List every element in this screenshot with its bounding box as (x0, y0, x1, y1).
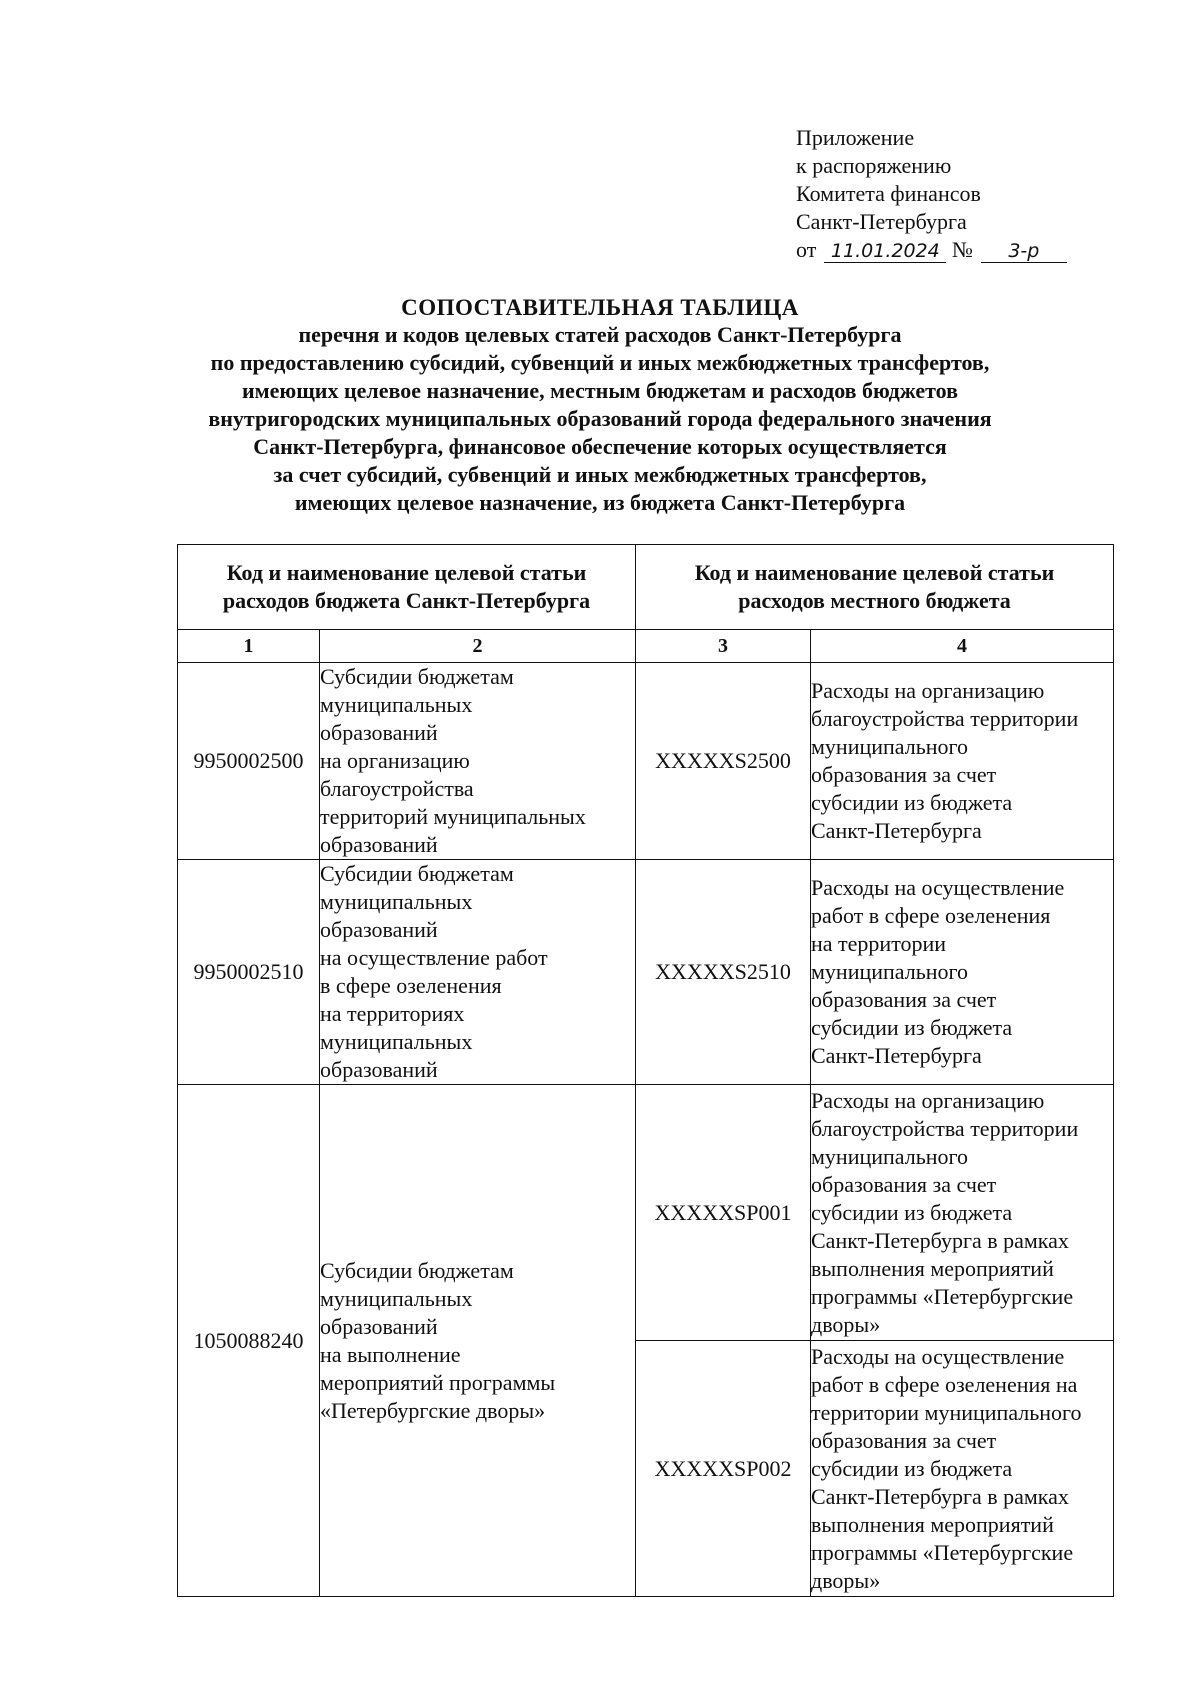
column-number-1: 1 (178, 630, 320, 663)
title-line-2: по предоставлению субсидий, субвенций и иных межбюджетных трансфертов, (210, 350, 990, 375)
name-local-cell: Расходы на организацию благоустройства территории муниципального образования за счет субсидии из бюджета Санкт-Петербурга (811, 663, 1114, 860)
appendix-line-4: Санкт-Петербурга (796, 209, 967, 234)
code-local-cell: XXXXXS2510 (636, 860, 811, 1085)
table-row (178, 663, 1114, 860)
table-row (178, 1085, 1114, 1341)
comparison-table (177, 544, 1114, 1597)
table-header-row (178, 545, 1114, 630)
table-row (178, 860, 1114, 1085)
code-local-cell: XXXXXS2500 (636, 663, 811, 860)
title-line-7: имеющих целевое назначение, из бюджета Санкт-Петербурга (294, 490, 906, 515)
code-local-cell: XXXXXSP001 (636, 1085, 811, 1341)
header-local-budget: Код и наименование целевой статьи расходов местного бюджета (636, 545, 1114, 630)
appendix-block (796, 124, 1067, 264)
title-line-4: внутригородских муниципальных образований города федерального значения (208, 406, 992, 431)
appendix-line-1: Приложение (796, 125, 915, 150)
handwritten-number: 3-р (981, 240, 1067, 263)
name-spb-cell: Субсидии бюджетам муниципальных образований на выполнение мероприятий программы «Петербургские дворы» (320, 1085, 636, 1597)
title-line-5: Санкт-Петербурга, финансовое обеспечение которых осуществляется (253, 434, 947, 459)
column-number-4: 4 (811, 630, 1114, 663)
code-spb-cell: 9950002510 (178, 860, 320, 1085)
name-local-cell: Расходы на осуществление работ в сфере озеленения на территории муниципального образования за счет субсидии из бюджета Санкт-Петербурга в рамках выполнения мероприятий программы «Петербургские дворы» (811, 1341, 1114, 1597)
name-local-cell: Расходы на организацию благоустройства территории муниципального образования за счет субсидии из бюджета Санкт-Петербурга в рамках выполнения мероприятий программы «Петербургские дворы» (811, 1085, 1114, 1341)
column-number-row (178, 630, 1114, 663)
name-spb-cell: Субсидии бюджетам муниципальных образований на организацию благоустройства территорий муниципальных образований (320, 663, 636, 860)
number-label: № (951, 237, 973, 262)
handwritten-date: 11.01.2024 (824, 240, 946, 263)
title-line-1: перечня и кодов целевых статей расходов Санкт-Петербурга (298, 322, 902, 347)
code-local-cell: XXXXXSP002 (636, 1341, 811, 1597)
name-local-cell: Расходы на осуществление работ в сфере озеленения на территории муниципального образования за счет субсидии из бюджета Санкт-Петербурга (811, 860, 1114, 1085)
code-spb-cell: 9950002500 (178, 663, 320, 860)
appendix-line-3: Комитета финансов (796, 181, 981, 206)
document-title (0, 295, 1200, 517)
name-spb-cell: Субсидии бюджетам муниципальных образований на осуществление работ в сфере озеленения на территориях муниципальных образований (320, 860, 636, 1085)
title-line-6: за счет субсидий, субвенций и иных межбюджетных трансфертов, (273, 462, 927, 487)
title-line-3: имеющих целевое назначение, местным бюджетам и расходов бюджетов (241, 378, 959, 403)
title-main: СОПОСТАВИТЕЛЬНАЯ ТАБЛИЦА (401, 295, 799, 320)
column-number-2: 2 (320, 630, 636, 663)
code-spb-cell: 1050088240 (178, 1085, 320, 1597)
from-label: от (796, 237, 817, 262)
column-number-3: 3 (636, 630, 811, 663)
appendix-line-2: к распоряжению (796, 153, 952, 178)
header-spb-budget: Код и наименование целевой статьи расходов бюджета Санкт-Петербурга (178, 545, 636, 630)
appendix-date-number-line (796, 236, 1067, 264)
